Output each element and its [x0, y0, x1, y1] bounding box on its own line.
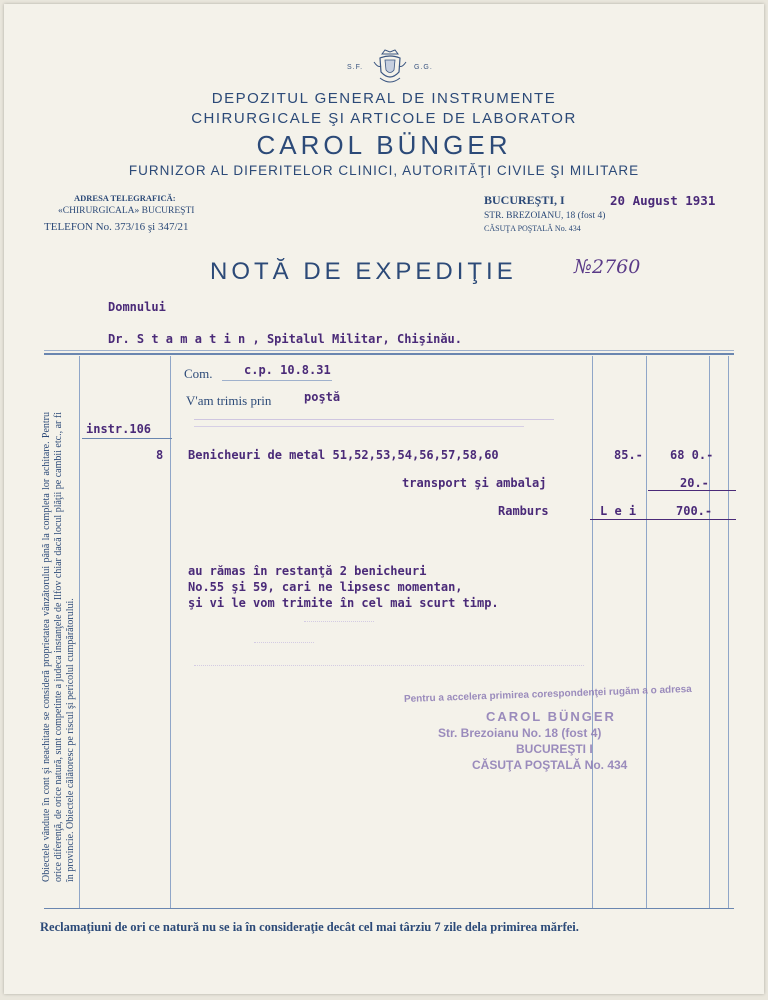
sent-via-label: V'am trimis prin: [186, 393, 272, 408]
recipient-name: Dr. S t a m a t i n , Spitalul Militar, Chişinău.: [108, 332, 463, 346]
document-title: NOTĂ DE EXPEDIŢIE: [210, 258, 517, 285]
rambursa-value: 700.-: [676, 504, 713, 518]
transport-label: transport şi ambalaj: [402, 476, 547, 490]
rambursa-rule: [590, 519, 736, 520]
header-line-1: DEPOZITUL GENERAL DE INSTRUMENTE: [211, 90, 557, 107]
currency: L e i: [600, 504, 637, 518]
footer-note: Reclamaţiuni de ori ce natură nu se ia în consideraţie decât cel mai târziu 7 zile dela primirea mărfei.: [40, 920, 579, 934]
stamp-line-5: CĂSUŢA POŞTALĂ No. 434: [472, 758, 628, 772]
terms-side-text: Obiectele vândute în cont şi neachitate se consideră proprietatea vânzătorului până la completa lor achitare. Pentru orice diferenţă, de orice natură, sunt competinte a judeca instanţele de Ilfov chiar dacă locul plăţii pe cambii etc., ar fi în provincie. Obiectele călătoresc pe riscul şi pericolul cumpărătorului.: [41, 412, 76, 882]
item-description: Benicheuri de metal 51,52,53,54,56,57,58,60: [188, 448, 499, 462]
telegraph-label: ADRESA TELEGRAFICĂ:: [74, 193, 176, 203]
crest-right-letters: G.G.: [414, 64, 433, 71]
stamp-line-2: CAROL BÜNGER: [486, 709, 616, 724]
com-label: Com.: [184, 366, 213, 381]
firm-name: CAROL BÜNGER: [256, 130, 512, 160]
column-divider: [79, 356, 80, 908]
stamp-line-3: Str. Brezoianu No. 18 (fost 4): [438, 726, 602, 740]
date: 20 August 1931: [610, 193, 716, 208]
header-line-3: FURNIZOR AL DIFERITELOR CLINICI, AUTORITĂŢI CIVILE ŞI MILITARE: [128, 163, 640, 178]
coat-of-arms-logo: [372, 48, 408, 88]
telegraph-value: «CHIRURGICALA» BUCUREŞTI: [58, 206, 195, 216]
recipient-underline: [44, 350, 734, 351]
stamp-line-1: Pentru a accelera primirea corespondenţei rugăm a o adresa: [403, 683, 692, 705]
transport-value: 20.-: [680, 476, 709, 490]
table-bottom-rule: [44, 908, 734, 909]
column-divider: [709, 356, 710, 908]
note-line-2: No.55 şi 59, cari ne lipsesc momentan,: [188, 580, 463, 594]
rambursa-label: Ramburs: [498, 504, 549, 518]
po-box: CĂSUŢA POŞTALĂ No. 434: [484, 224, 581, 233]
item-unit-price: 85.-: [614, 448, 643, 462]
recipient-label: Domnului: [108, 300, 166, 314]
transport-rule: [648, 490, 736, 491]
item-total: 68 0.-: [670, 448, 714, 462]
ghost-carbon-text: [194, 414, 564, 434]
handwritten-number: №2760: [574, 256, 641, 278]
item-code-underline: [82, 438, 172, 439]
phone-number: TELEFON No. 373/16 şi 347/21: [44, 221, 189, 233]
item-quantity: 8: [156, 448, 164, 462]
table-top-rule: [44, 353, 734, 355]
header-line-2: CHIRURGICALE ŞI ARTICOLE DE LABORATOR: [191, 110, 577, 127]
sent-via-value: poştă: [304, 390, 341, 404]
column-divider: [646, 356, 647, 908]
city: BUCUREŞTI, I: [484, 193, 565, 207]
com-value: c.p. 10.8.31: [244, 363, 331, 377]
item-code: instr.106: [86, 422, 152, 436]
address-stamp: [403, 683, 734, 772]
note-line-3: şi vi le vom trimite în cel mai scurt timp.: [188, 596, 499, 610]
crest-left-letters: S.F.: [347, 64, 364, 71]
column-divider: [728, 356, 729, 908]
stamp-line-4: BUCUREŞTI I: [516, 742, 593, 756]
street-address: STR. BREZOIANU, 18 (fost 4): [484, 211, 606, 221]
com-underline: [222, 380, 332, 381]
ghost-carbon-marks: [194, 619, 614, 679]
note-line-1: au rămas în restanţă 2 benicheuri: [188, 564, 427, 578]
document-page: [4, 4, 764, 994]
